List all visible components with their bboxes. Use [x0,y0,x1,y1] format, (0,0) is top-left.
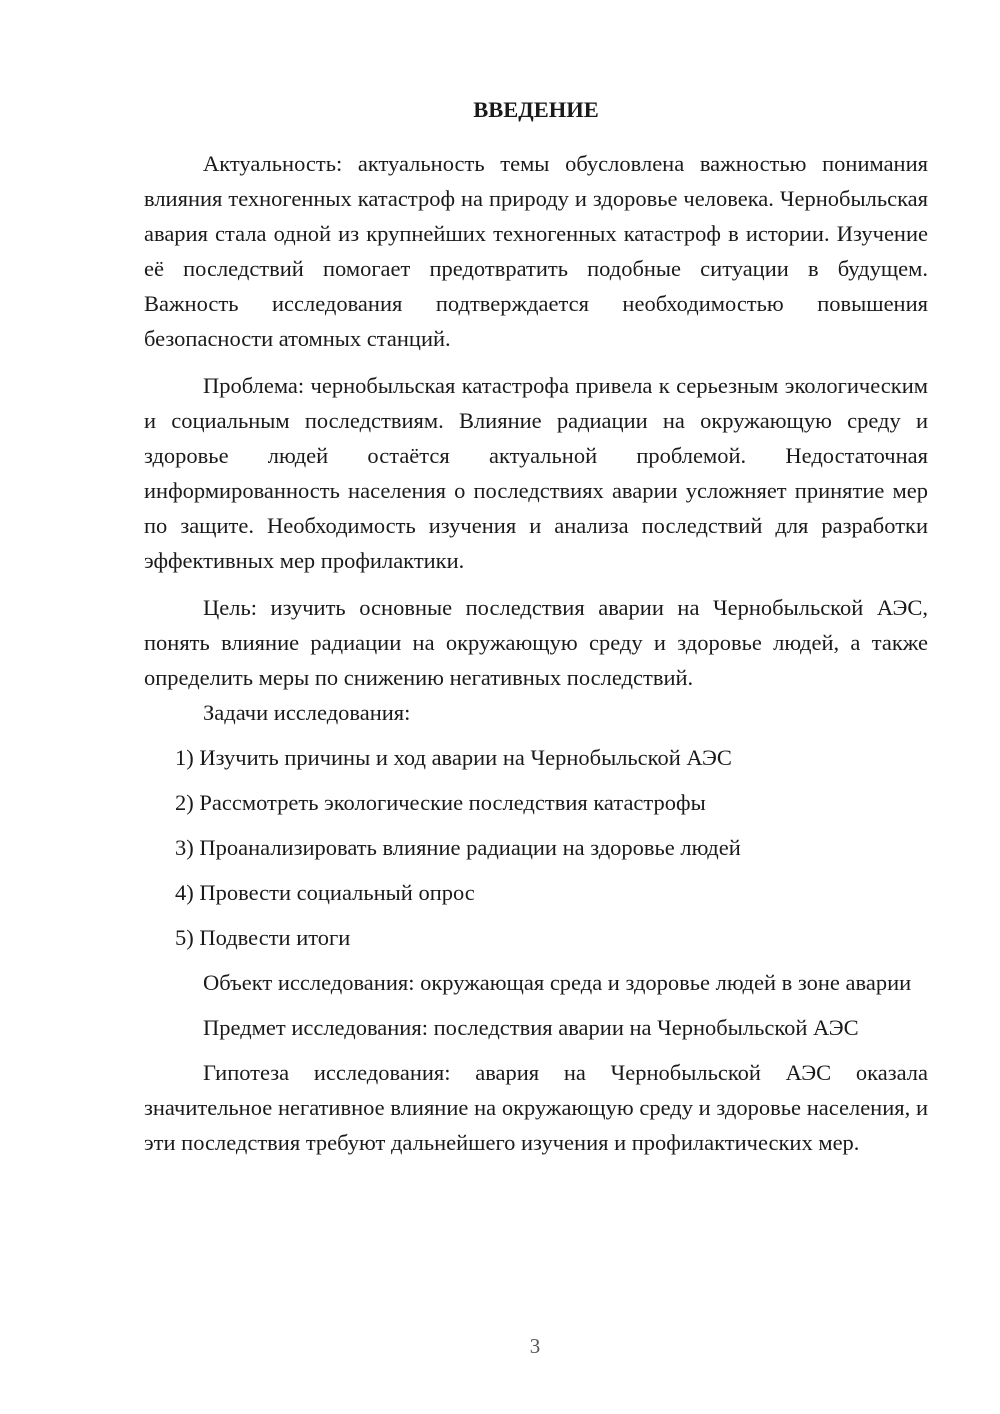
tasks-list [144,740,928,955]
page-title: ВВЕДЕНИЕ [473,97,599,122]
list-item: 2) Рассмотреть экологические последствия катастрофы [175,790,706,815]
paragraph-subject: Предмет исследования: последствия аварии на Чернобыльской АЭС [203,1015,859,1040]
list-item: 3) Проанализировать влияние радиации на здоровье людей [175,835,741,860]
tasks-heading: Задачи исследования: [203,700,411,725]
list-item: 4) Провести социальный опрос [175,880,475,905]
paragraph-object: Объект исследования: окружающая среда и здоровье людей в зоне аварии [203,970,912,995]
paragraph-hypothesis: Гипотеза исследования: авария на Чернобыльской АЭС оказала значительное негативное влияние на окружающую среду и здоровье населения, и эти последствия требуют дальнейшего изучения и профилактических мер. [144,1060,928,1155]
page-number: 3 [529,1334,541,1358]
paragraph-goal: Цель: изучить основные последствия аварии на Чернобыльской АЭС, понять влияние радиации на окружающую среду и здоровье людей, а также определить меры по снижению негативных последствий. [144,595,928,690]
page-content [144,96,928,1160]
paragraph-problem: Проблема: чернобыльская катастрофа привела к серьезным экологическим и социальным последствиям. Влияние радиации на окружающую среду и здоровье людей остаётся актуальной проблемой. Недостаточная информированность населения о последствиях аварии усложняет принятие мер по защите. Необходимость изучения и анализа последствий для разработки эффективных мер профилактики. [144,373,928,573]
list-item: 5) Подвести итоги [175,925,351,950]
list-item: 1) Изучить причины и ход аварии на Чернобыльской АЭС [175,745,732,770]
paragraph-relevance: Актуальность: актуальность темы обусловлена важностью понимания влияния техногенных катастроф на природу и здоровье человека. Чернобыльская авария стала одной из крупнейших техногенных катастроф в истории. Изучение её последствий помогает предотвратить подобные ситуации в будущем. Важность исследования подтверждается необходимостью повышения безопасности атомных станций. [144,151,928,351]
